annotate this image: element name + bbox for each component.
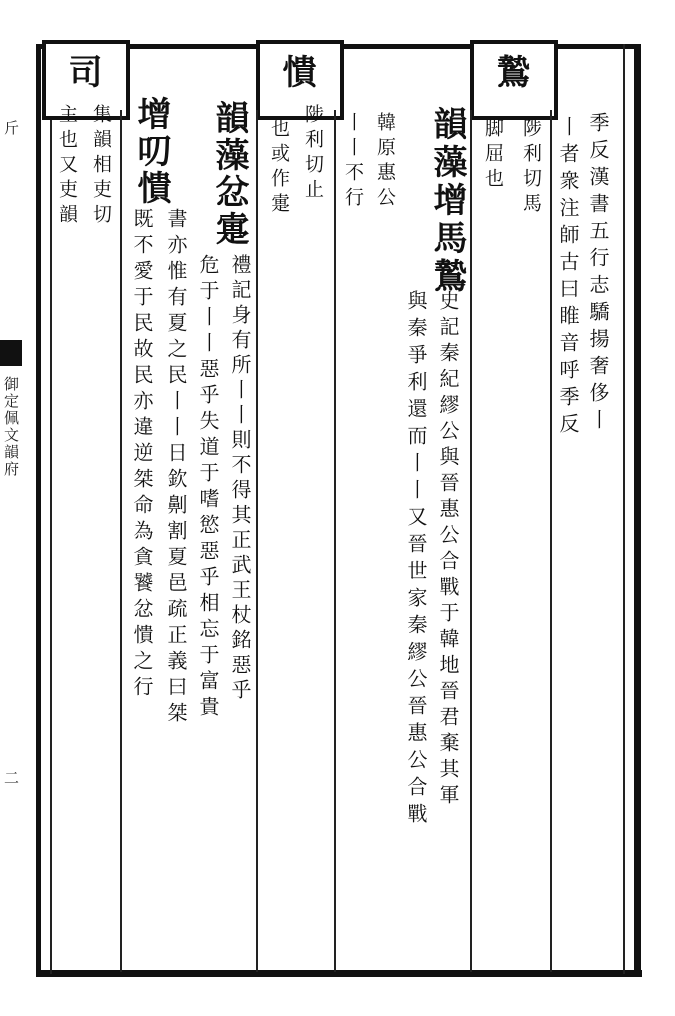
frame-left-border: [36, 44, 41, 974]
text-column-10: 也或作疐: [268, 118, 290, 218]
text-column-13-head: 增叨憒: [131, 96, 171, 207]
column-rule: [550, 110, 552, 972]
column-rule: [120, 110, 122, 972]
text-column-11-head: 韻藻忿疐: [209, 100, 249, 248]
text-column-15: 集韻相吏切: [90, 104, 112, 229]
text-column-12: 危于丨丨惡乎失道于嗜慾惡乎相忘于富貴: [196, 254, 220, 722]
headword-kui: 憒: [276, 54, 316, 92]
text-column-4: 脚屈也: [482, 118, 504, 193]
text-column-5-head: 韻藻增馬鷙: [427, 106, 467, 296]
text-column-14: 既不愛于民故民亦違逆桀命為貪饕忿憒之行: [130, 208, 154, 702]
text-column-16: 主也又吏韻: [56, 104, 78, 229]
text-column-8: 丨丨不行: [342, 112, 364, 212]
gutter-page-number: 二: [2, 770, 20, 787]
gutter-fishtail: [0, 340, 22, 366]
text-column-11: 禮記身有所丨丨則不得其正武王杖銘惡乎: [228, 254, 252, 704]
gutter-book-title: 御定佩文韻府: [2, 376, 20, 478]
headword-zhi: 鷙: [490, 54, 530, 92]
text-column-13: 書亦惟有夏之民丨丨日欽劓割夏邑疏正義曰桀: [164, 208, 188, 728]
text-column-9: 陟利切止: [302, 104, 324, 204]
column-rule: [470, 110, 472, 972]
text-column-5: 史記秦紀繆公與晉惠公合戰于韓地晉君棄其軍: [436, 290, 460, 810]
text-column-7: 韓原惠公: [374, 112, 396, 212]
gutter-mark-top: 斤: [2, 120, 20, 137]
column-rule: [256, 110, 258, 972]
text-column-1: 季反漢書五行志驕揚奢侈丨: [586, 112, 610, 436]
column-rule: [334, 110, 336, 972]
text-column-6: 與秦爭利還而丨丨又晉世家秦繆公晉惠公合戰: [404, 290, 428, 830]
text-column-2: 丨者衆注師古曰睢音呼季反: [556, 116, 580, 440]
text-column-3: 陟利切馬: [520, 118, 542, 218]
headword-si: 司: [62, 54, 102, 92]
frame-right-border: [634, 44, 641, 977]
frame-inner-right-rule: [623, 44, 625, 974]
frame-inner-left-rule: [50, 44, 52, 974]
